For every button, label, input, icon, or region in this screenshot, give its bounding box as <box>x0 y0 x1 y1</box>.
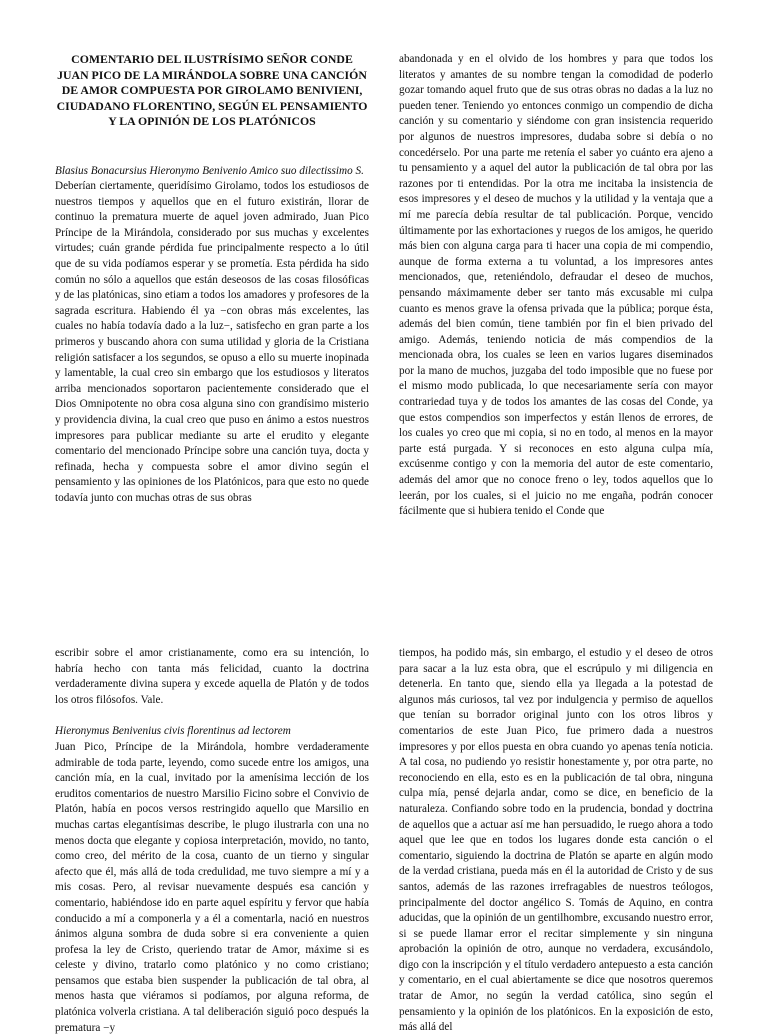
dedication-line: Blasius Bonacursius Hieronymo Benivenio Amico suo dilectissimo S. <box>55 164 364 177</box>
body-paragraph: Deberían ciertamente, queridísimo Girolamo, todos los estudiosos de nuestros tiempos y aquellos que en el futuro existirán, llorar de continuo la prematura muerte de aquel joven admirado, Juan Pico Príncipe de la Mirándola, considerado por sus muchas y excelentes virtudes; cuán grande pérdida fue principalmente respecto a lo útil que de su vida podíamos esperar y se prometía. Esta pérdida ha sido común no sólo a aquellos que están deseosos de las cosas filosóficas y de las platónicas, sino etiam a todos los amadores y profesores de la sagrada escritura. Habiendo él ya −con obras más excelentes, las cuales no había todavía dado a la luz−, satisfecho en gran parte a los primeros y buscando ahora con suma utilidad y gloria de la Cristiana religión satisfacer a los segundos, se opuso a ello su muerte inopinada y lamentable, la cual creo sin embargo que los estudiosos y literatos arriba mencionados soportaron pacientemente considerado que el Dios Omnipotente no obra cosa alguna sino con grandísimo misterio y providencia divina, la cual creo que puso en ánimo a estos nuestros impresores para publicar mediante su arte el erudito y elegante comentario del mencionado Príncipe sobre una canción tuya, docta y refinada, hecha y compuesta sobre el amor divino según el pensamiento y las opiniones de los Platónicos, para que esto no quede todavía junto con muchas otras de sus obras <box>55 180 369 504</box>
section-heading: Hieronymus Benivenius civis florentinus ad lectorem <box>55 725 291 738</box>
body-paragraph: Juan Pico, Príncipe de la Mirándola, hombre verdaderamente admirable de toda parte, leyendo, como sucede entre los amigos, una canción mía, en la cual, invitado por la amenísima lección de los eruditos comentarios de nuestro Marsilio Ficino sobre el Convivio de Platón, había en pocos versos restringido aquello que Marsilio en muchas cartas elegantísimas describe, le plugo ilustrarla con una no menos docta que elegante y copiosa interpretación, movido, no tanto, como creo, del mérito de la cosa, cuanto de un tierno y singular afecto que él, más allá de toda credulidad, me tuvo siempre a mí y a mis cosas. Pero, al revisar nuevamente después esa canción y comentario, habiéndose ido en parte aquel espíritu y fervor que había conducido a mí a componerla y a él a comentarla, nació en nuestros ánimos alguna sombra de duda sobre si era conveniente a quien profesa la ley de Cristo, queriendo tratar de Amor, máxime si es celeste y divino, tratarlo como platónico y no como cristiano; pensamos que estaba bien suspender la publicación de tal obra, al menos hasta que viéramos si podíamos, por alguna reforma, de platónica volverla cristiana. A tal deliberación siguió poco después la prematura −y <box>55 740 369 1034</box>
column-bottom-right <box>399 646 713 1036</box>
column-bottom-left <box>55 646 369 1036</box>
document-title: COMENTARIO DEL ILUSTRÍSIMO SEÑOR CONDE JUAN PICO DE LA MIRÁNDOLA SOBRE UNA CANCIÓN DE AMOR COMPUESTA POR GIROLAMO BENIVIENI, CIUDADANO FLORENTINO, SEGÚN EL PENSAMIENTO Y LA OPINIÓN DE LOS PLATÓNICOS <box>56 52 368 128</box>
body-paragraph: abandonada y en el olvido de los hombres y para que todos los literatos y amantes de su nombre tengan la comodidad de poderlo gozar tomando aquel fruto que de sus otras obras no dadas a la luz no pueden tener. Teniendo yo entonces conmigo un compendio de dicha canción y su comentario y siéndome con gran insistencia requerido por algunos de nuestros impresores, dudaba sobre si debía o no concedérselo. Por una parte me retenía el saber yo cuánto era ajeno a tu pensamiento y a aquel del autor la publicación de tal obra por las razones por ti entendidas. Por la otra me incitaba la insistencia de esos impresores y el deseo de muchos y la utilidad y la ventaja que a mí me parecía debía resultar de tal publicación. Porque, vencido últimamente por las exhortaciones y ruegos de los amigos, he querido más bien con alguna carga para ti hacer una copia de mi compendio, aunque de forma externa a tu voluntad, a los impresores antes mencionados, que, reteniéndolo, defraudar el deseo de muchos, pensando máximamente deber ser tanto más excusable mi culpa cuanto es menos grave la ofensa privada que la pública; porque ésta, además del bien común, tiene también por fin el bien privado del amigo. Además, teniendo noticia de más compendios de la mencionada obra, los cuales se leen en varios lugares diseminados por la mano de muchos, juzgaba del todo imposible que no fuese por el mismo modo publicada, lo que necesariamente sería con mayor contrariedad tuya y de todos los amantes de las cosas del Conde, ya que estos compendios son imperfectos y están llenos de errores, de los cuales yo creo que mi copia, si no en todo, al menos en la mayor parte está purgada. Y si reconoces en esto alguna culpa mía, excúsenme contigo y con la memoria del autor de este comentario, además del amor que no conoce freno o ley, todos aquellos que lo leerán, por los cuales, si el juicio no me engaña, podrán conocer fácilmente que si hubiera tenido el Conde que <box>399 53 713 518</box>
body-paragraph: escribir sobre el amor cristianamente, como era su intención, lo habría hecho con tanta más felicidad, cuanto la doctrina verdaderamente divina supera y excede aquella de Platón y de todos los otros filósofos. Vale. <box>55 647 369 706</box>
column-top-left <box>55 52 369 507</box>
body-paragraph: tiempos, ha podido más, sin embargo, el estudio y el deseo de otros para sacar a la luz esta obra, que el escrúpulo y mi diligencia en detenerla. En tanto que, siendo ella ya llegada a la potestad de algunos más curiosos, tal vez por indulgencia y permiso de aquellos que tenían su borrador original junto con los otros libros y comentarios de este Juan Pico, fue primero dada a nuestros impresores y por ellos puesta en obra cuando yo apenas tenía noticia. A tal cosa, no pudiendo yo resistir honestamente y, por otra parte, no reconociendo en ella, esto es en la publicación de tal obra, ninguna culpa mía, pensé dejarla andar, como se dice, en beneficio de la naturaleza. Confiando sobre todo en la prudencia, bondad y doctrina de aquellos que a actuar así me han persuadido, le ruego ahora a todo aquel que lee que en todos los lugares donde esta canción o el comentario, siguiendo la doctrina de Platón se aparte en algún modo de la verdad cristiana, pueda más en él la autoridad de Cristo y de sus santos, además de las razones irrefragables de nuestros teólogos, principalmente del doctor angélico S. Tomás de Aquino, en contra aducidas, que la opinión de un gentilhombre, excusando nuestro error, si se puede llamar error el recitar simplemente y sin ninguna aprobación la opinión de otro, aunque no verdadera, excusándolo, digo con la inscripción y el título verdadero antepuesto a esta canción y comentario, en el cual abiertamente se dice que nosotros queremos tratar de Amor, no según la verdad católica, sino según el pensamiento y la opinión de los platónicos. En la exposición de esto, más allá del <box>399 647 713 1034</box>
column-top-right <box>399 52 713 520</box>
